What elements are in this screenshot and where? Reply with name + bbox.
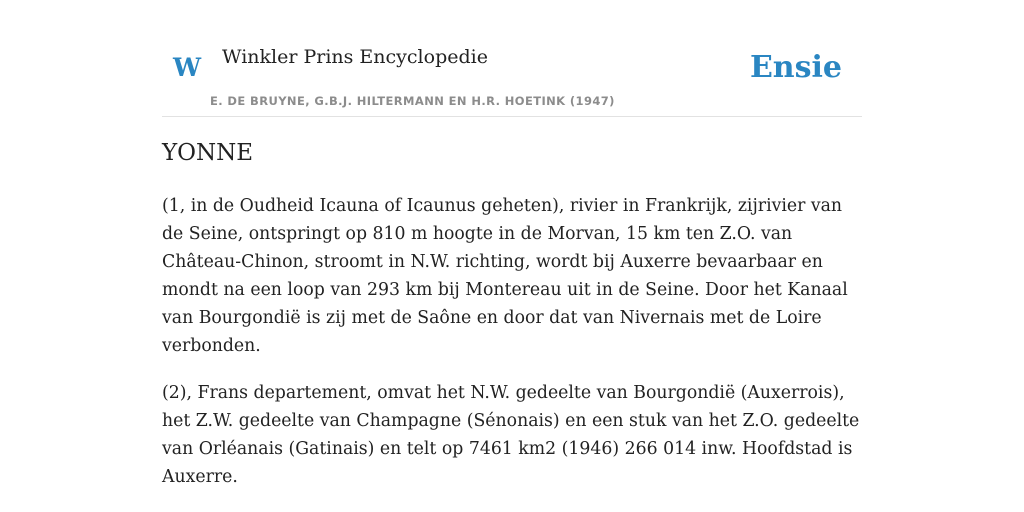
authors-line: E. DE BRUYNE, G.B.J. HILTERMANN EN H.R. HOETINK (1947): [210, 94, 615, 108]
encyclopedia-header: [162, 38, 862, 117]
entry-paragraph-1: (1, in de Oudheid Icauna of Icaunus geheten), rivier in Frankrijk, zijrivier van de Seine, ontspringt op 810 m hoogte in de Morvan, 15 km ten Z.O. van Château-Chinon, stroomt in N.W. richting, wordt bij Auxerre bevaarbaar en mondt na een loop van 293 km bij Montereau uit in de Seine. Door het Kanaal van Bourgondië is zij met de Saône en door dat van Nivernais met de Loire verbonden.: [162, 196, 848, 356]
encyclopedia-title[interactable]: Winkler Prins Encyclopedie: [222, 46, 488, 68]
entry-body: [162, 192, 862, 510]
entry-paragraph-2: (2), Frans departement, omvat het N.W. gedeelte van Bourgondië (Auxerrois), het Z.W. gedeelte van Champagne (Sénonais) en een stuk van het Z.O. gedeelte van Orléanais (Gatinais) en telt op 7461 km2 (1946) 266 014 inw. Hoofdstad is Auxerre.: [162, 383, 860, 487]
encyclopedia-logo[interactable]: W: [173, 53, 202, 82]
entry-title: YONNE: [162, 140, 254, 166]
ensie-brand-link[interactable]: Ensie: [749, 50, 842, 85]
